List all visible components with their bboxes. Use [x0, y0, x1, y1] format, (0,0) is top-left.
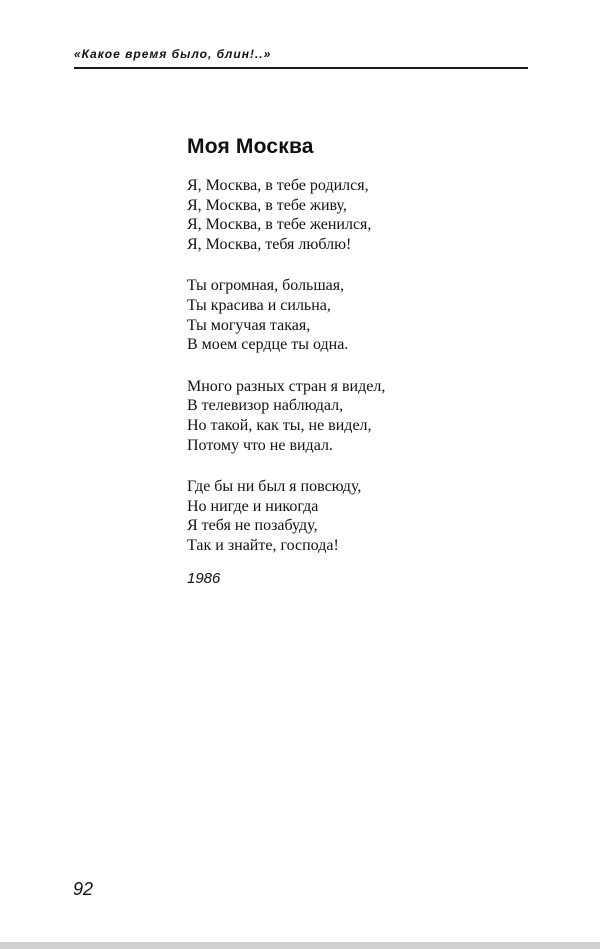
poem-line: Потому что не видал. — [187, 436, 333, 454]
stanza — [187, 477, 507, 555]
poem-line: Много разных стран я видел, — [187, 377, 386, 395]
poem-line: Ты огромная, большая, — [187, 277, 345, 295]
running-header — [74, 47, 528, 69]
poem-date: 1986 — [187, 570, 221, 587]
poem-line: Ты могучая такая, — [187, 316, 311, 334]
running-header-title: «Какое время было, блин!..» — [74, 47, 272, 61]
poem-line: Я, Москва, в тебе родился, — [187, 177, 369, 194]
poem-line: Где бы ни был я повсюду, — [187, 478, 362, 496]
poem-line: Но нигде и никогда — [187, 497, 319, 515]
stanza — [187, 276, 507, 354]
stanza — [187, 176, 507, 254]
poem-line: Я, Москва, в тебе женился, — [187, 216, 372, 234]
poem-line: Но такой, как ты, не видел, — [187, 416, 372, 434]
stanza — [187, 377, 507, 455]
poem-line: Так и знайте, господа! — [187, 536, 339, 554]
poem-line: Ты красива и сильна, — [187, 296, 331, 314]
poem-line: Я, Москва, в тебе живу, — [187, 196, 347, 214]
poem-line: В телевизор наблюдал, — [187, 397, 344, 415]
poem-line: Я тебя не позабуду, — [187, 517, 318, 535]
poem-body — [187, 176, 507, 578]
poem-line: В моем сердце ты одна. — [187, 336, 349, 354]
page-bottom-edge — [0, 942, 600, 949]
page-number: 92 — [73, 879, 94, 899]
poem-line: Я, Москва, тебя люблю! — [187, 235, 352, 253]
poem-title: Моя Москва — [187, 135, 314, 158]
